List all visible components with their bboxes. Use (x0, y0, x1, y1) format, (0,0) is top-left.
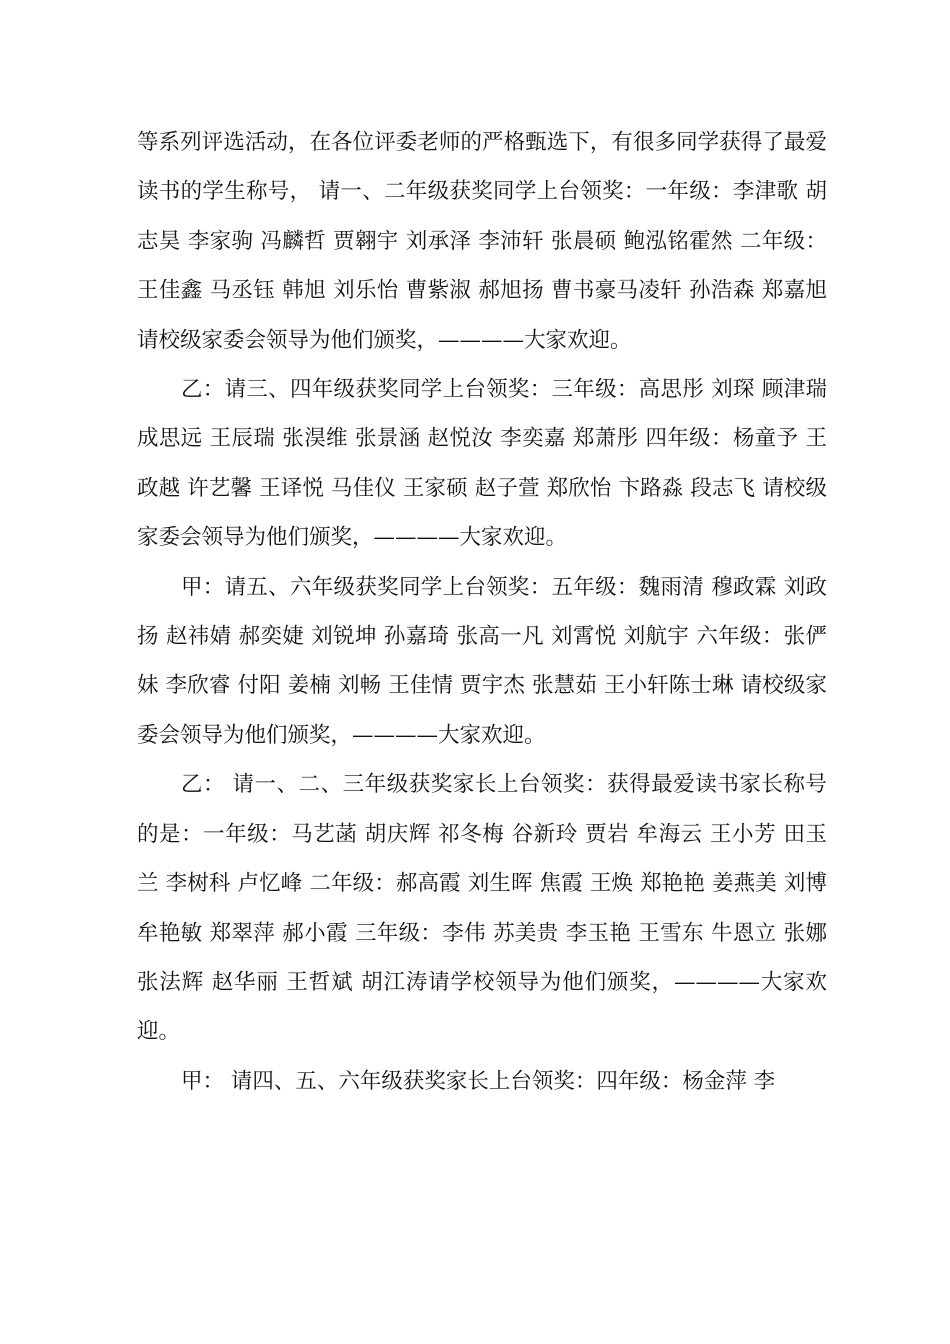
paragraph-1: 等系列评选活动，在各位评委老师的严格甄选下，有很多同学获得了最爱读书的学生称号， 请一、二年级获奖同学上台领奖：一年级：李津歌 胡志昊 李家驹 冯麟哲 贾翱宇 刘承泽 李沛轩 张晨硕 鲍泓铭霍然 二年级：王佳鑫 马丞钰 韩旭 刘乐怡 曹紫淑 郝旭扬 曹书豪马凌轩 孙浩森 郑嘉旭 请校级家委会领导为他们颁奖，————大家欢迎。 (137, 130, 827, 353)
paragraph-3: 甲：请五、六年级获奖同学上台领奖：五年级：魏雨清 穆政霖 刘政扬 赵祎婧 郝奕婕 刘锐坤 孙嘉琦 张高一凡 刘霄悦 刘航宇 六年级：张俨妹 李欣睿 付阳 姜楠 刘畅 王佳情 贾宇杰 张慧茹 王小轩陈士琳 请校级家委会领导为他们颁奖，————大家欢迎。 (137, 574, 827, 748)
paragraph-4: 乙： 请一、二、三年级获奖家长上台领奖：获得最爱读书家长称号的是：一年级：马艺菡 胡庆辉 祁冬梅 谷新玲 贾岩 牟海云 王小芳 田玉兰 李树科 卢忆峰 二年级：郝高霞 刘生晖 焦霞 王焕 郑艳艳 姜燕美 刘博 牟艳敏 郑翠萍 郝小霞 三年级：李伟 苏美贵 李玉艳 王雪东 牛恩立 张娜 张法辉 赵华丽 王哲斌 胡江涛请学校领导为他们颁奖，————大家欢迎。 (137, 772, 827, 1045)
document-body (137, 118, 827, 1106)
paragraph-5: 甲： 请四、五、六年级获奖家长上台领奖：四年级：杨金萍 李 (181, 1068, 776, 1094)
paragraph-2: 乙：请三、四年级获奖同学上台领奖：三年级：高思彤 刘琛 顾津瑞 成思远 王辰瑞 张淏维 张景涵 赵悦汝 李奕嘉 郑萧彤 四年级：杨童予 王政越 许艺馨 王译悦 马佳仪 王家硕 赵子萱 郑欣怡 卞路淼 段志飞 请校级家委会领导为他们颁奖，————大家欢迎。 (137, 377, 827, 551)
